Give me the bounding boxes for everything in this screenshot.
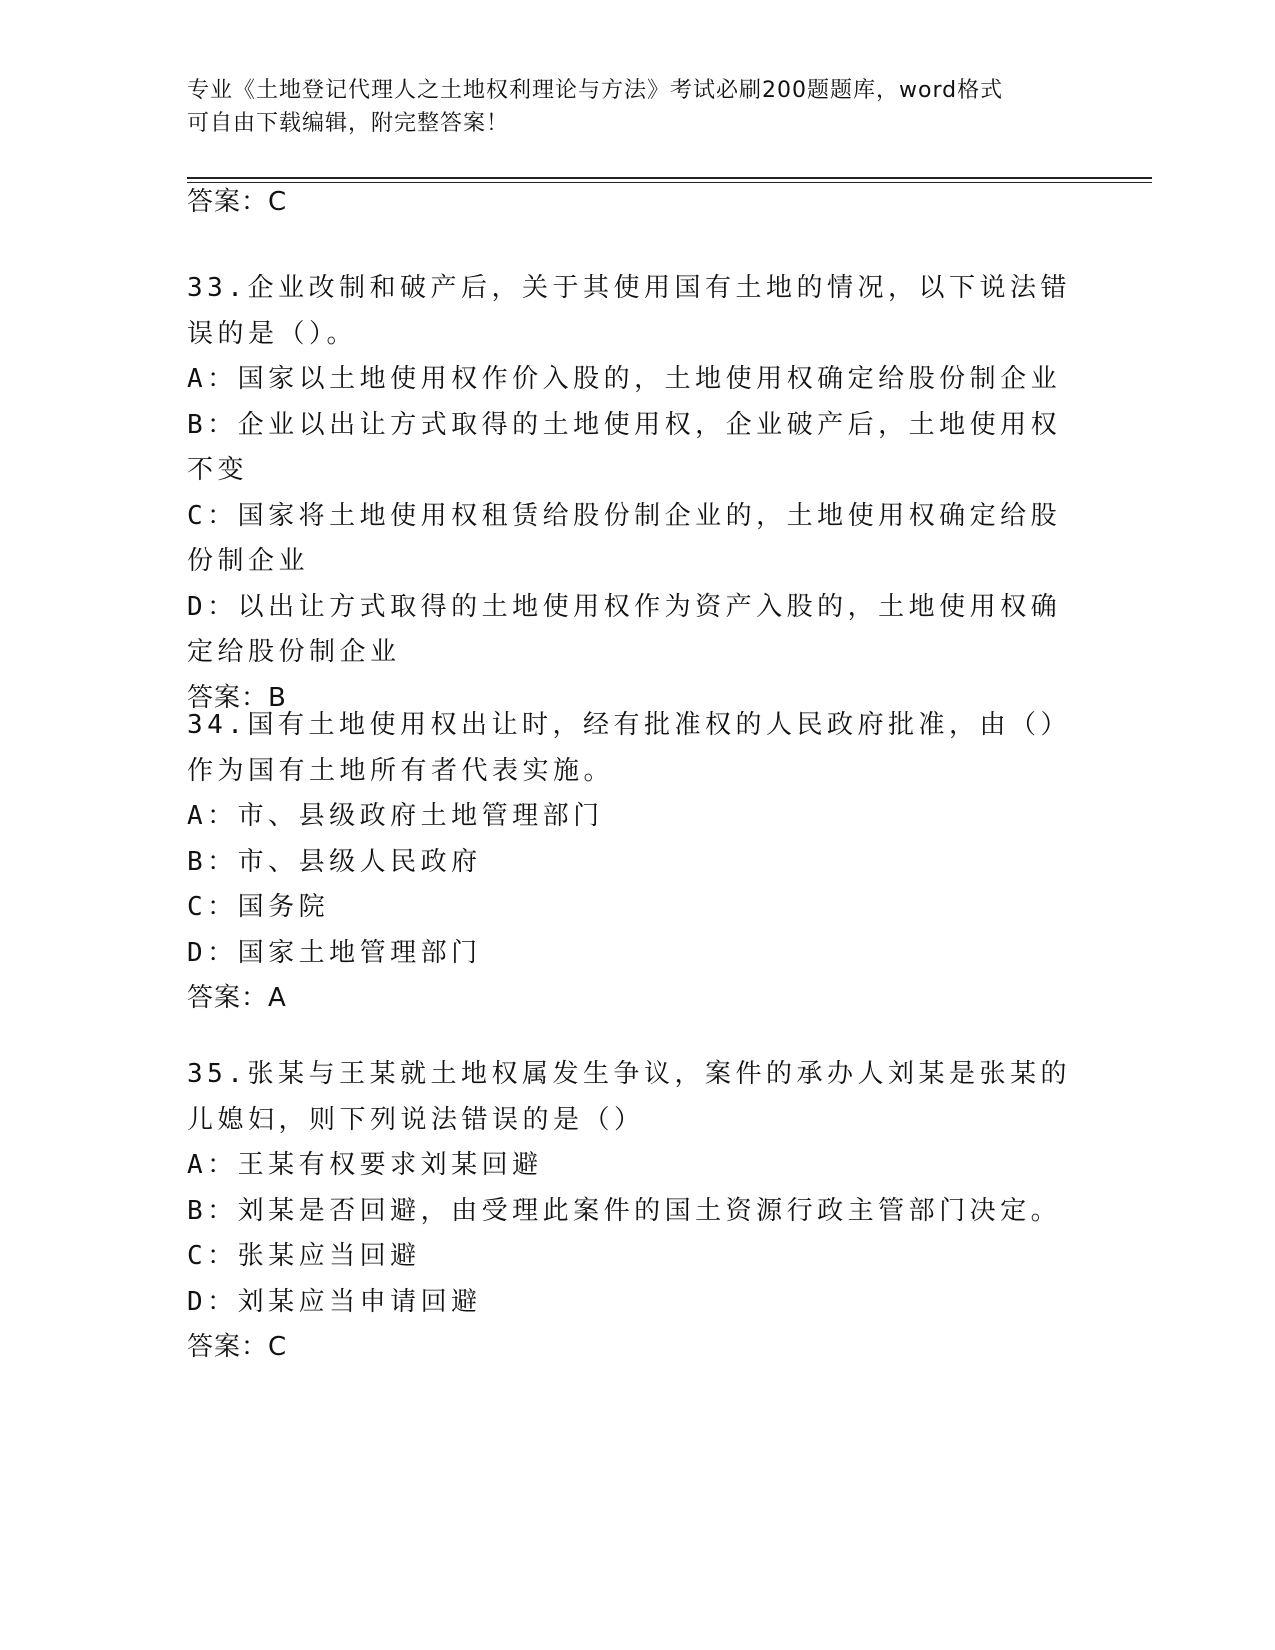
previous-answer: 答案：C [187,187,288,217]
option-c: C：国家将土地使用权租赁给股份制企业的，土地使用权确定给股份制企业 [187,500,1062,576]
option-a: A：王某有权要求刘某回避 [187,1150,543,1180]
question-text: 34.国有土地使用权出让时，经有批准权的人民政府批准，由（）作为国有土地所有者代表实施。 [187,710,1071,786]
question-34 [187,703,1087,1022]
option-b: B：市、县级人民政府 [187,846,482,877]
header-divider-thick [187,177,1152,179]
question-answer: 答案：C [187,1332,288,1362]
option-a: A：市、县级政府土地管理部门 [187,801,604,831]
question-text: 33.企业改制和破产后，关于其使用国有土地的情况，以下说法错误的是（）。 [187,273,1071,349]
document-header [187,74,1067,140]
option-c: C：张某应当回避 [187,1241,421,1271]
option-d: D：以出让方式取得的土地使用权作为资产入股的，土地使用权确定给股份制企业 [187,591,1062,667]
option-a: A：国家以土地使用权作价入股的，土地使用权确定给股份制企业 [187,364,1062,394]
question-35 [187,1052,1087,1371]
option-b: B：刘某是否回避，由受理此案件的国土资源行政主管部门决定。 [187,1195,1062,1226]
header-line-1: 专业《土地登记代理人之土地权利理论与方法》考试必刷200题题库，word格式 [187,78,1004,103]
option-b: B：企业以出让方式取得的土地使用权，企业破产后，土地使用权不变 [187,409,1062,485]
header-divider-thin [187,182,1152,183]
option-d: D：国家土地管理部门 [187,937,482,968]
header-line-2: 可自由下载编辑，附完整答案！ [187,111,510,136]
question-answer: 答案：A [187,983,287,1013]
question-answer: 答案：B [187,682,287,713]
option-d: D：刘某应当申请回避 [187,1286,482,1317]
question-33 [187,266,1087,721]
option-c: C：国务院 [187,892,330,922]
question-text: 35.张某与王某就土地权属发生争议，案件的承办人刘某是张某的儿媳妇，则下列说法错误的是（） [187,1059,1071,1135]
